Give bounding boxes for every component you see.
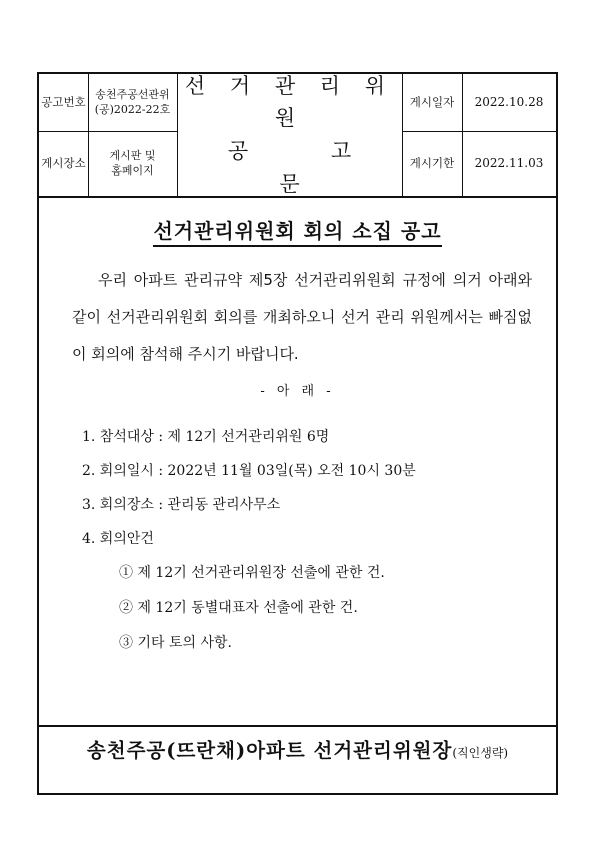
agenda-item: ③ 기타 토의 사항. [119,635,232,651]
footer-divider [39,725,556,727]
item-location: 3. 회의장소 : 관리동 관리사무소 [82,497,281,513]
notice-body: 우리 아파트 관리규약 제5장 선거관리위원회 규정에 의거 아래와 같이 선거관리위원회 회의를 개최하오니 선거 관리 위원께서는 빠짐없이 회의에 참석해 주시기 바랍니다. [72,271,532,363]
signer-name: 송천주공(뜨란채)아파트 선거관리위원장 [86,739,453,762]
header-table [39,74,556,198]
document-title [177,74,402,196]
notice-number-value: 송천주공선관위 (공)2022-22호 [94,87,171,116]
title-line-2: 공 고 문 [227,139,390,196]
post-date-value: 2022.10.28 [474,95,544,110]
seal-note: (직인생략) [452,746,509,760]
post-date-label: 게시일자 [409,94,455,109]
signature-line [39,735,556,763]
center-mark: - 아 래 - [260,384,335,399]
item-agenda-heading: 4. 회의안건 [82,531,154,547]
notice-document [37,72,558,795]
item-datetime: 2. 회의일시 : 2022년 11월 03일(목) 오전 10시 30분 [82,463,416,479]
title-line-1: 선 거 관 리 위 원 [184,73,395,131]
post-period-label: 게시기한 [409,155,455,170]
agenda-item: ① 제 12기 선거관리위원장 선출에 관한 건. [119,565,385,581]
item-attendees: 1. 참석대상 : 제 12기 선거관리위원 6명 [82,429,330,445]
post-place-label: 게시장소 [41,155,86,170]
agenda-item: ② 제 12기 동별대표자 선출에 관한 건. [119,600,358,616]
post-place-value: 게시판 및 홈페이지 [109,148,156,177]
notice-number-label: 공고번호 [41,94,86,109]
post-period-value: 2022.11.03 [474,156,544,171]
notice-subtitle: 선거관리위원회 회의 소집 공고 [39,215,556,244]
